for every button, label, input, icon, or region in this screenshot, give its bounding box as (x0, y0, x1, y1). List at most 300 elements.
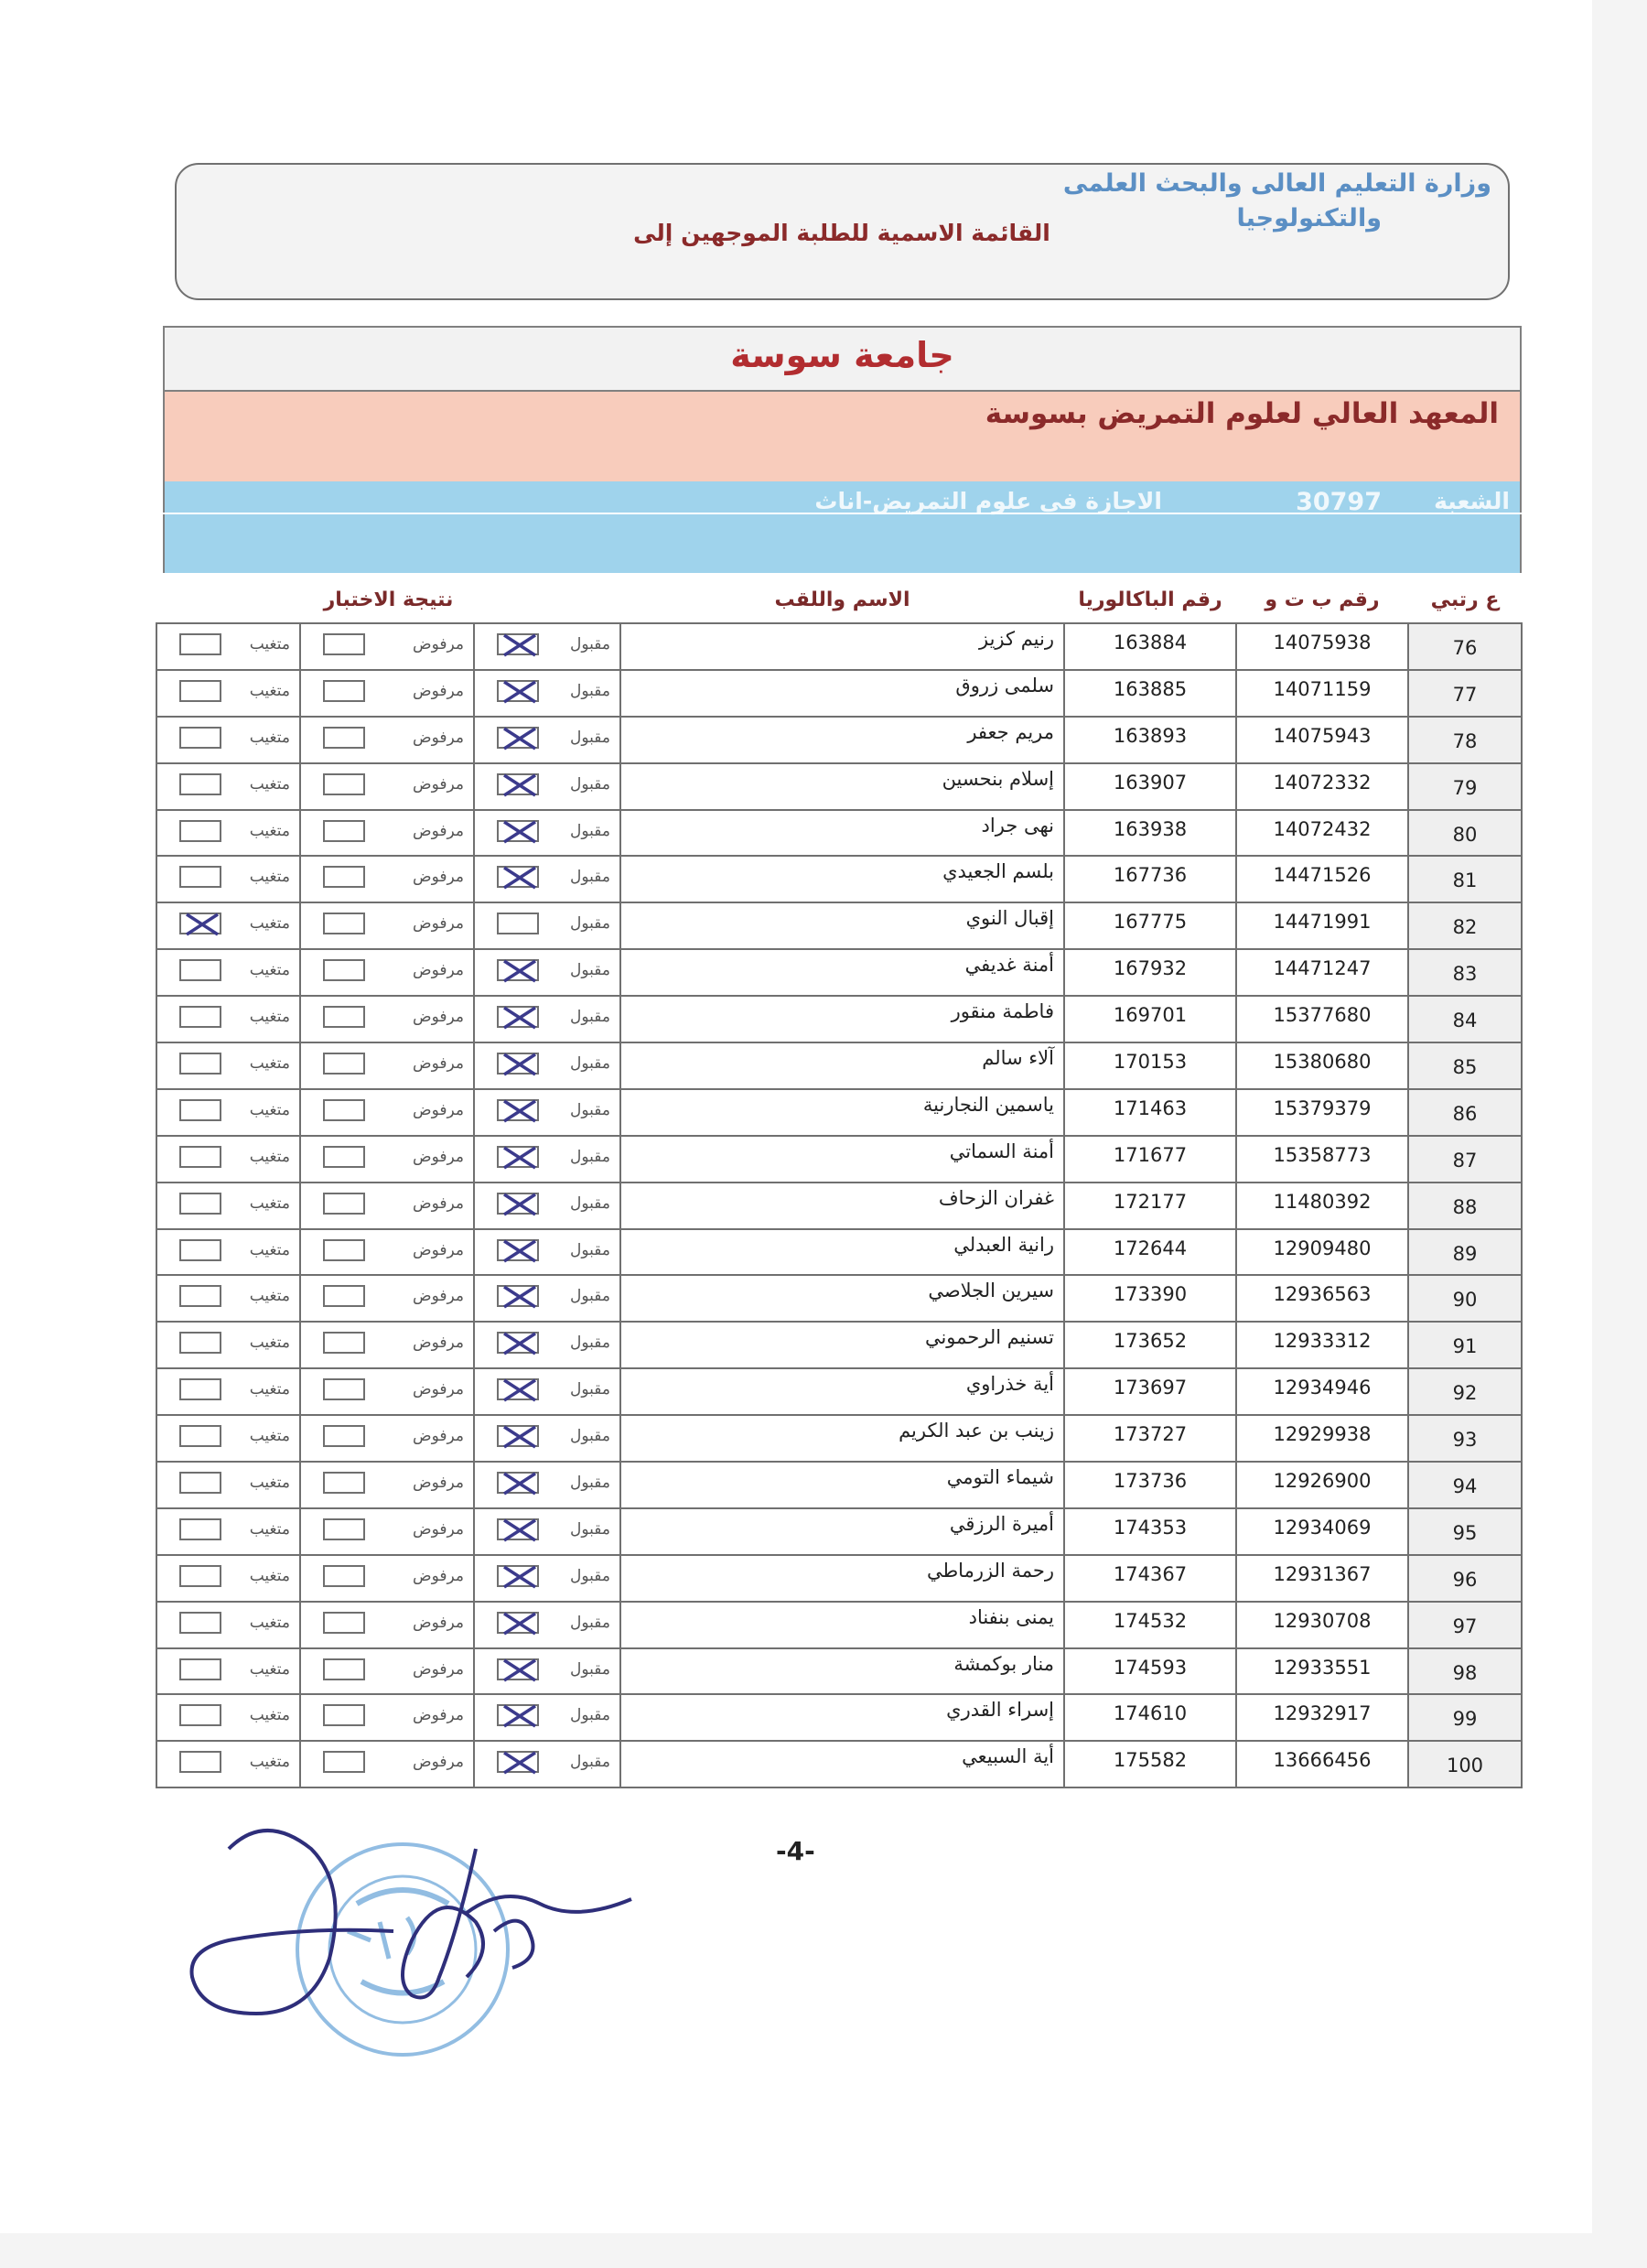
rejected-label: مرفوض (413, 1193, 464, 1213)
result-cell-accepted (474, 1089, 620, 1136)
rejected-label: مرفوض (413, 728, 464, 747)
cell-bac: 174532 (1064, 1602, 1236, 1648)
result-cell-rejected (300, 1741, 474, 1787)
absent-checkbox[interactable] (179, 1472, 221, 1494)
cell-rank: 78 (1408, 717, 1522, 763)
accepted-checkbox[interactable] (497, 1425, 539, 1447)
absent-label: متغيب (249, 821, 290, 840)
result-cell-accepted (474, 1462, 620, 1508)
cell-rank: 94 (1408, 1462, 1522, 1508)
accepted-label: مقبول (570, 1193, 610, 1213)
cell-cin: 14072332 (1236, 763, 1408, 810)
rejected-label: مرفوض (413, 868, 464, 887)
rejected-checkbox[interactable] (323, 1612, 365, 1634)
absent-checkbox[interactable] (179, 1704, 221, 1726)
accepted-checkbox[interactable] (497, 727, 539, 749)
accepted-label: مقبول (570, 1380, 610, 1399)
cell-cin: 15380680 (1236, 1042, 1408, 1089)
absent-label: متغيب (249, 1427, 290, 1446)
cell-bac: 174353 (1064, 1508, 1236, 1555)
x-mark-icon (495, 1466, 544, 1501)
absent-checkbox[interactable] (179, 820, 221, 842)
rejected-checkbox[interactable] (323, 913, 365, 934)
absent-checkbox[interactable] (179, 1006, 221, 1028)
table-row (156, 1275, 1522, 1322)
result-cell-absent (156, 763, 300, 810)
rejected-label: مرفوض (413, 1613, 464, 1632)
table-row (156, 763, 1522, 810)
result-cell-rejected (300, 1508, 474, 1555)
cell-name: أمنة غديفي (620, 949, 1064, 996)
cell-rank: 85 (1408, 1042, 1522, 1089)
result-cell-rejected (300, 1694, 474, 1741)
rejected-label: مرفوض (413, 1706, 464, 1725)
accepted-checkbox[interactable] (497, 1565, 539, 1587)
absent-label: متغيب (249, 1659, 290, 1679)
accepted-checkbox[interactable] (497, 1193, 539, 1215)
result-cell-absent (156, 1648, 300, 1695)
accepted-label: مقبول (570, 1054, 610, 1074)
result-cell-accepted (474, 902, 620, 949)
result-cell-absent (156, 623, 300, 670)
result-cell-absent (156, 856, 300, 902)
accepted-label: مقبول (570, 1753, 610, 1772)
table-row (156, 623, 1522, 670)
cell-rank: 99 (1408, 1694, 1522, 1741)
x-mark-icon (495, 1326, 544, 1361)
x-mark-icon (495, 1420, 544, 1454)
table-row (156, 996, 1522, 1042)
accepted-checkbox[interactable] (497, 1472, 539, 1494)
cell-rank: 86 (1408, 1089, 1522, 1136)
col-header-result: نتيجة الاختبار (323, 588, 454, 611)
rejected-checkbox[interactable] (323, 727, 365, 749)
absent-checkbox[interactable] (179, 959, 221, 981)
absent-label: متغيب (249, 1380, 290, 1399)
cell-name: سلمى زروق (620, 670, 1064, 717)
absent-checkbox[interactable] (179, 633, 221, 655)
x-mark-icon (495, 815, 544, 849)
cell-rank: 76 (1408, 623, 1522, 670)
absent-checkbox[interactable] (179, 1239, 221, 1261)
result-cell-accepted (474, 1694, 620, 1741)
rejected-checkbox[interactable] (323, 1704, 365, 1726)
cell-bac: 163893 (1064, 717, 1236, 763)
rejected-label: مرفوض (413, 1753, 464, 1772)
absent-label: متغيب (249, 1613, 290, 1632)
rejected-checkbox[interactable] (323, 1565, 365, 1587)
accepted-checkbox[interactable] (497, 1518, 539, 1540)
rejected-checkbox[interactable] (323, 1472, 365, 1494)
accepted-label: مقبول (570, 1147, 610, 1166)
result-cell-rejected (300, 1322, 474, 1368)
cell-name: أميرة الرزقي (620, 1508, 1064, 1555)
result-cell-rejected (300, 763, 474, 810)
result-cell-accepted (474, 810, 620, 857)
result-cell-rejected (300, 949, 474, 996)
accepted-checkbox[interactable] (497, 1332, 539, 1354)
cell-cin: 12932917 (1236, 1694, 1408, 1741)
result-cell-rejected (300, 1602, 474, 1648)
col-header-bac: رقم الباكالوريا (1078, 588, 1222, 611)
cell-rank: 77 (1408, 670, 1522, 717)
cell-bac: 172177 (1064, 1183, 1236, 1229)
cell-bac: 163884 (1064, 623, 1236, 670)
result-cell-accepted (474, 763, 620, 810)
cell-rank: 93 (1408, 1415, 1522, 1462)
cell-bac: 167932 (1064, 949, 1236, 996)
absent-label: متغيب (249, 728, 290, 747)
result-cell-absent (156, 1415, 300, 1462)
absent-label: متغيب (249, 1334, 290, 1353)
result-cell-absent (156, 902, 300, 949)
absent-checkbox[interactable] (179, 1425, 221, 1447)
rejected-checkbox[interactable] (323, 1146, 365, 1168)
cell-name: إسراء القدري (620, 1694, 1064, 1741)
cell-rank: 82 (1408, 902, 1522, 949)
rejected-checkbox[interactable] (323, 680, 365, 702)
accepted-checkbox[interactable] (497, 1285, 539, 1307)
cell-bac: 174610 (1064, 1694, 1236, 1741)
cell-bac: 163938 (1064, 810, 1236, 857)
absent-checkbox[interactable] (179, 1751, 221, 1773)
accepted-checkbox[interactable] (497, 1658, 539, 1680)
rejected-checkbox[interactable] (323, 1658, 365, 1680)
accepted-checkbox[interactable] (497, 1704, 539, 1726)
accepted-checkbox[interactable] (497, 1053, 539, 1075)
accepted-label: مقبول (570, 1008, 610, 1027)
result-cell-absent (156, 1229, 300, 1276)
cell-cin: 13666456 (1236, 1741, 1408, 1787)
cell-name: أمنة السماتي (620, 1136, 1064, 1183)
scan-margin-right (1592, 0, 1647, 2268)
cell-bac: 163907 (1064, 763, 1236, 810)
rejected-checkbox[interactable] (323, 1239, 365, 1261)
absent-checkbox[interactable] (179, 1146, 221, 1168)
cell-cin: 14072432 (1236, 810, 1408, 857)
table-row (156, 1694, 1522, 1741)
x-mark-icon (495, 1187, 544, 1222)
absent-label: متغيب (249, 1054, 290, 1074)
result-cell-accepted (474, 996, 620, 1042)
rejected-checkbox[interactable] (323, 633, 365, 655)
result-cell-absent (156, 1602, 300, 1648)
cell-name: أية السبيعي (620, 1741, 1064, 1787)
table-row (156, 1089, 1522, 1136)
cell-cin: 12933312 (1236, 1322, 1408, 1368)
result-cell-rejected (300, 1136, 474, 1183)
cell-rank: 97 (1408, 1602, 1522, 1648)
rejected-label: مرفوض (413, 1054, 464, 1074)
cell-rank: 87 (1408, 1136, 1522, 1183)
result-cell-absent (156, 1136, 300, 1183)
cell-name: رحمة الزرماطي (620, 1555, 1064, 1602)
x-mark-icon (495, 1000, 544, 1035)
table-row (156, 1042, 1522, 1089)
rejected-checkbox[interactable] (323, 1285, 365, 1307)
accepted-label: مقبول (570, 961, 610, 980)
absent-label: متغيب (249, 1008, 290, 1027)
absent-checkbox[interactable] (179, 680, 221, 702)
absent-checkbox[interactable] (179, 866, 221, 888)
cell-cin: 12909480 (1236, 1229, 1408, 1276)
result-cell-rejected (300, 1462, 474, 1508)
accepted-checkbox[interactable] (497, 866, 539, 888)
absent-label: متغيب (249, 868, 290, 887)
cell-name: آلاء سالم (620, 1042, 1064, 1089)
rejected-checkbox[interactable] (323, 1099, 365, 1121)
cell-rank: 83 (1408, 949, 1522, 996)
cell-cin: 12926900 (1236, 1462, 1408, 1508)
rejected-checkbox[interactable] (323, 1332, 365, 1354)
absent-checkbox[interactable] (179, 1658, 221, 1680)
accepted-checkbox[interactable] (497, 820, 539, 842)
table-row (156, 1229, 1522, 1276)
result-cell-accepted (474, 1183, 620, 1229)
cell-rank: 80 (1408, 810, 1522, 857)
absent-checkbox[interactable] (179, 1565, 221, 1587)
rejected-checkbox[interactable] (323, 1053, 365, 1075)
absent-checkbox[interactable] (179, 1612, 221, 1634)
rejected-label: مرفوض (413, 1287, 464, 1306)
accepted-label: مقبول (570, 728, 610, 747)
col-header-rank: ع رتبي (1430, 588, 1500, 611)
x-mark-icon (495, 628, 544, 663)
cell-rank: 90 (1408, 1275, 1522, 1322)
cell-rank: 92 (1408, 1368, 1522, 1415)
accepted-checkbox[interactable] (497, 1239, 539, 1261)
accepted-checkbox[interactable] (497, 633, 539, 655)
absent-checkbox[interactable] (179, 727, 221, 749)
cell-bac: 173652 (1064, 1322, 1236, 1368)
rejected-label: مرفوض (413, 821, 464, 840)
rejected-checkbox[interactable] (323, 866, 365, 888)
absent-label: متغيب (249, 1706, 290, 1725)
absent-checkbox[interactable] (179, 1378, 221, 1400)
rejected-checkbox[interactable] (323, 1378, 365, 1400)
accepted-label: مقبول (570, 1100, 610, 1119)
cell-name: إقبال النوي (620, 902, 1064, 949)
rejected-label: مرفوض (413, 1519, 464, 1539)
rejected-checkbox[interactable] (323, 1006, 365, 1028)
accepted-checkbox[interactable] (497, 959, 539, 981)
cell-name: زينب بن عبد الكريم (620, 1415, 1064, 1462)
rejected-checkbox[interactable] (323, 773, 365, 795)
cell-name: ياسمين النجارنية (620, 1089, 1064, 1136)
result-cell-rejected (300, 1275, 474, 1322)
rejected-checkbox[interactable] (323, 959, 365, 981)
cell-cin: 14471991 (1236, 902, 1408, 949)
cell-bac: 172644 (1064, 1229, 1236, 1276)
cell-bac: 173697 (1064, 1368, 1236, 1415)
table-row (156, 949, 1522, 996)
accepted-checkbox[interactable] (497, 913, 539, 934)
x-mark-icon (495, 1280, 544, 1314)
result-cell-absent (156, 670, 300, 717)
cell-bac: 167775 (1064, 902, 1236, 949)
absent-label: متغيب (249, 635, 290, 653)
table-body (156, 623, 1522, 1787)
cell-name: مريم جعفر (620, 717, 1064, 763)
absent-label: متغيب (249, 1474, 290, 1493)
absent-label: متغيب (249, 1193, 290, 1213)
cell-cin: 12929938 (1236, 1415, 1408, 1462)
accepted-label: مقبول (570, 1659, 610, 1679)
cell-bac: 173390 (1064, 1275, 1236, 1322)
rejected-checkbox[interactable] (323, 1425, 365, 1447)
cell-cin: 14075938 (1236, 623, 1408, 670)
accepted-label: مقبول (570, 1287, 610, 1306)
result-cell-rejected (300, 623, 474, 670)
accepted-label: مقبول (570, 914, 610, 934)
absent-label: متغيب (249, 1100, 290, 1119)
result-cell-accepted (474, 1368, 620, 1415)
accepted-checkbox[interactable] (497, 773, 539, 795)
cell-bac: 174593 (1064, 1648, 1236, 1695)
x-mark-icon (495, 1745, 544, 1780)
rejected-label: مرفوض (413, 1427, 464, 1446)
specialty-name: الاجازة في علوم التمريض-اناث (814, 488, 1162, 514)
accepted-checkbox[interactable] (497, 1099, 539, 1121)
accepted-checkbox[interactable] (497, 1006, 539, 1028)
accepted-checkbox[interactable] (497, 1612, 539, 1634)
rejected-checkbox[interactable] (323, 1193, 365, 1215)
cell-cin: 12934069 (1236, 1508, 1408, 1555)
rejected-label: مرفوض (413, 1008, 464, 1027)
accepted-label: مقبول (570, 1519, 610, 1539)
cell-bac: 170153 (1064, 1042, 1236, 1089)
result-cell-absent (156, 810, 300, 857)
table-row (156, 1648, 1522, 1695)
absent-checkbox[interactable] (179, 913, 221, 934)
result-cell-rejected (300, 717, 474, 763)
rejected-label: مرفوض (413, 774, 464, 794)
result-cell-absent (156, 1462, 300, 1508)
ministry-line-1: وزارة التعليم العالى والبحث العلمى (1062, 169, 1491, 198)
cell-cin: 12934946 (1236, 1368, 1408, 1415)
result-cell-absent (156, 1089, 300, 1136)
cell-cin: 12936563 (1236, 1275, 1408, 1322)
col-header-cin: رقم ب ت و (1265, 588, 1380, 611)
cell-name: شيماء التومي (620, 1462, 1064, 1508)
result-cell-absent (156, 1741, 300, 1787)
cell-rank: 96 (1408, 1555, 1522, 1602)
result-cell-absent (156, 1508, 300, 1555)
cell-name: نهى جراد (620, 810, 1064, 857)
cell-name: تسنيم الرحموني (620, 1322, 1064, 1368)
absent-label: متغيب (249, 774, 290, 794)
table-row (156, 670, 1522, 717)
result-cell-accepted (474, 1136, 620, 1183)
accepted-checkbox[interactable] (497, 1378, 539, 1400)
table-header-row (156, 577, 1522, 623)
rejected-label: مرفوض (413, 681, 464, 700)
stamp-and-signature (174, 1794, 686, 2096)
cell-bac: 171463 (1064, 1089, 1236, 1136)
x-mark-icon (495, 1094, 544, 1129)
result-cell-rejected (300, 1648, 474, 1695)
absent-checkbox[interactable] (179, 1518, 221, 1540)
rejected-checkbox[interactable] (323, 1518, 365, 1540)
accepted-label: مقبول (570, 1474, 610, 1493)
specialty-code: 30797 (1296, 488, 1382, 516)
institute-title: المعهد العالي لعلوم التمريض بسوسة (985, 397, 1499, 430)
accepted-checkbox[interactable] (497, 680, 539, 702)
absent-checkbox[interactable] (179, 1053, 221, 1075)
rejected-label: مرفوض (413, 1240, 464, 1259)
absent-checkbox[interactable] (179, 1099, 221, 1121)
cell-bac: 175582 (1064, 1741, 1236, 1787)
result-cell-absent (156, 1322, 300, 1368)
rejected-label: مرفوض (413, 635, 464, 653)
result-cell-accepted (474, 949, 620, 996)
absent-checkbox[interactable] (179, 1193, 221, 1215)
cell-bac: 167736 (1064, 856, 1236, 902)
absent-checkbox[interactable] (179, 1285, 221, 1307)
result-cell-accepted (474, 1555, 620, 1602)
cell-cin: 14471526 (1236, 856, 1408, 902)
scan-margin-bottom (0, 2233, 1647, 2268)
cell-bac: 174367 (1064, 1555, 1236, 1602)
rejected-checkbox[interactable] (323, 1751, 365, 1773)
table-row (156, 1415, 1522, 1462)
rejected-label: مرفوض (413, 1334, 464, 1353)
absent-label: متغيب (249, 961, 290, 980)
accepted-label: مقبول (570, 681, 610, 700)
x-mark-icon (495, 1140, 544, 1175)
rejected-checkbox[interactable] (323, 820, 365, 842)
absent-checkbox[interactable] (179, 1332, 221, 1354)
result-cell-absent (156, 1368, 300, 1415)
result-cell-rejected (300, 996, 474, 1042)
cell-rank: 98 (1408, 1648, 1522, 1695)
absent-label: متغيب (249, 914, 290, 934)
table-row (156, 1368, 1522, 1415)
rejected-label: مرفوض (413, 914, 464, 934)
cell-cin: 11480392 (1236, 1183, 1408, 1229)
absent-checkbox[interactable] (179, 773, 221, 795)
rejected-label: مرفوض (413, 1100, 464, 1119)
accepted-checkbox[interactable] (497, 1751, 539, 1773)
table-row (156, 717, 1522, 763)
cell-cin: 15377680 (1236, 996, 1408, 1042)
cell-rank: 95 (1408, 1508, 1522, 1555)
result-cell-rejected (300, 1042, 474, 1089)
accepted-label: مقبول (570, 1427, 610, 1446)
accepted-label: مقبول (570, 1706, 610, 1725)
accepted-label: مقبول (570, 1334, 610, 1353)
x-mark-icon (495, 1653, 544, 1688)
cell-bac: 173736 (1064, 1462, 1236, 1508)
accepted-label: مقبول (570, 774, 610, 794)
table-row (156, 810, 1522, 857)
rejected-label: مرفوض (413, 1566, 464, 1585)
result-cell-rejected (300, 1229, 474, 1276)
result-cell-absent (156, 1183, 300, 1229)
col-header-name: الاسم واللقب (774, 588, 910, 611)
cell-bac: 163885 (1064, 670, 1236, 717)
specialty-label: الشعبة (1434, 488, 1510, 514)
result-cell-rejected (300, 1415, 474, 1462)
result-cell-rejected (300, 856, 474, 902)
cell-rank: 100 (1408, 1741, 1522, 1787)
list-title: القائمة الاسمية للطلبة الموجهين إلى (633, 220, 1050, 246)
x-mark-icon (495, 1047, 544, 1082)
accepted-label: مقبول (570, 635, 610, 653)
result-cell-absent (156, 717, 300, 763)
accepted-checkbox[interactable] (497, 1146, 539, 1168)
cell-rank: 91 (1408, 1322, 1522, 1368)
